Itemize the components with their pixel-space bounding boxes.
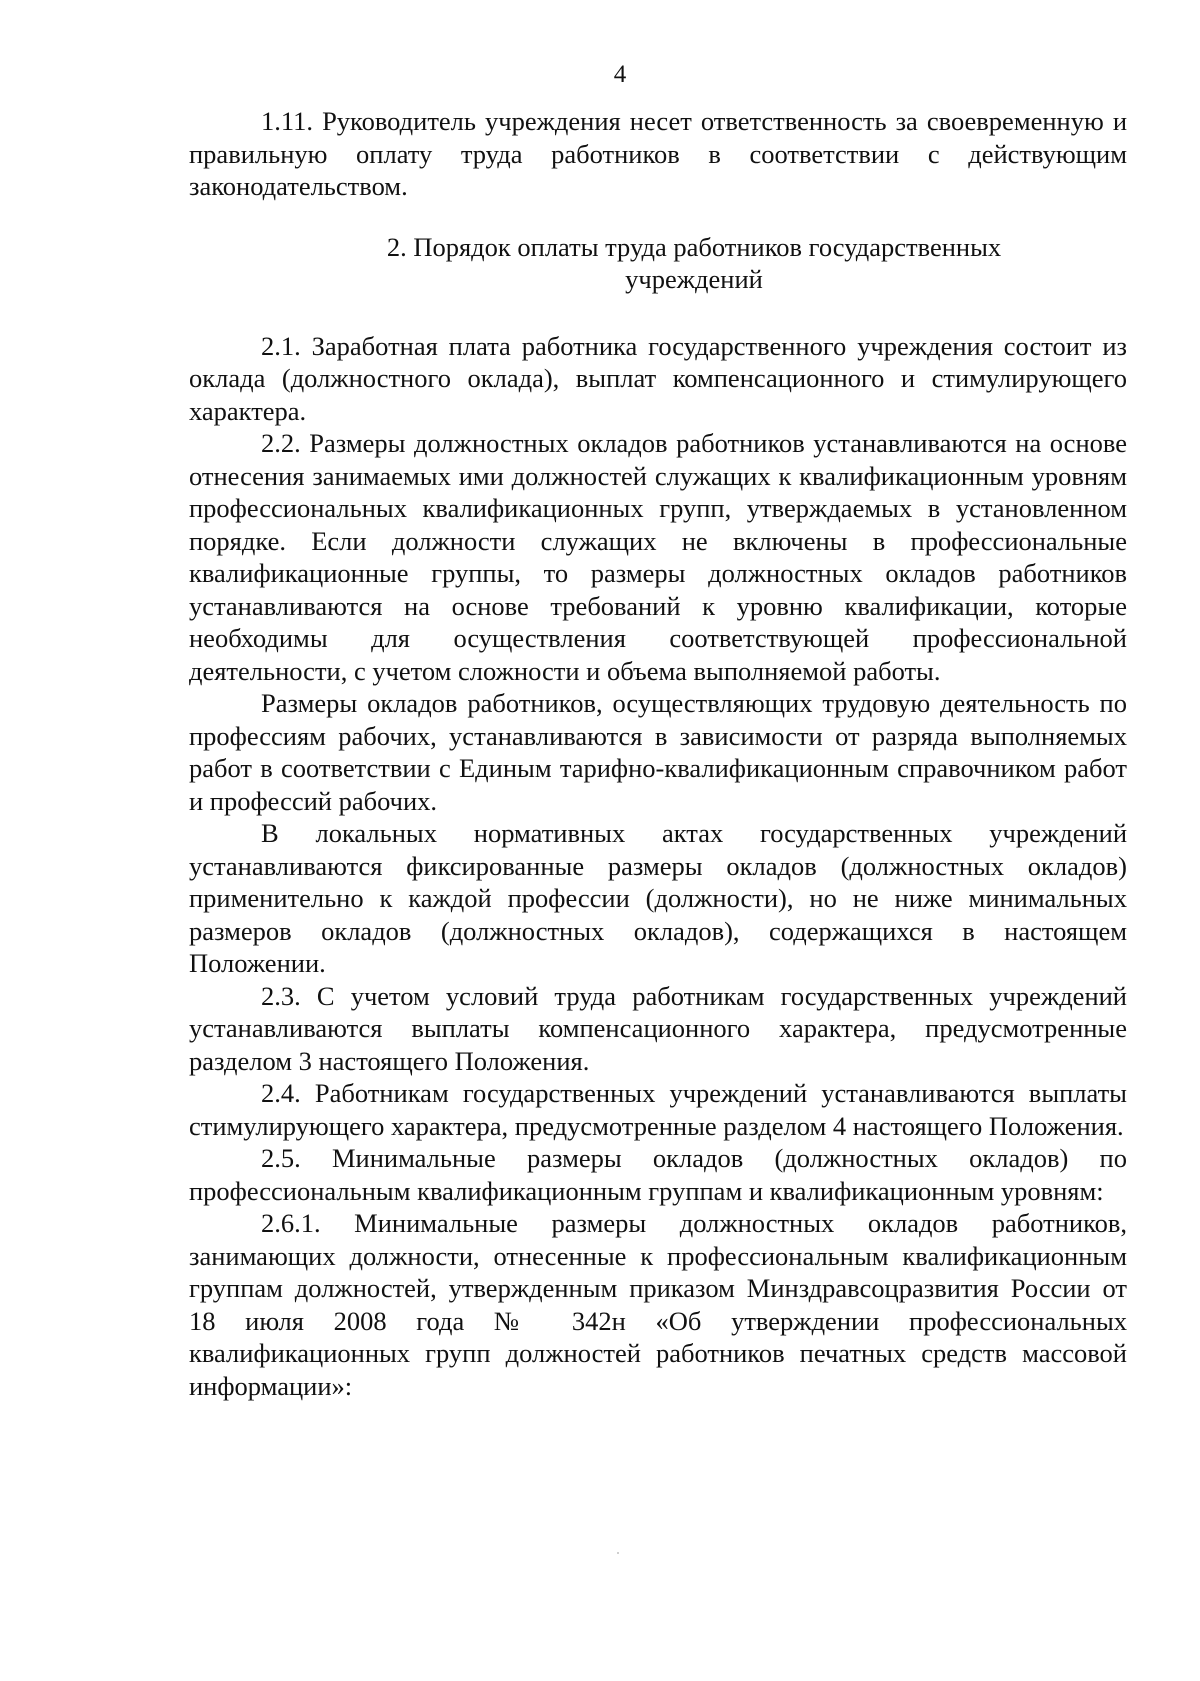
paragraph-2-1: 2.1. Заработная плата работника государственного учреждения состоит из оклада (должностного оклада), выплат компенсационного и стимулирующего характера. <box>189 330 1127 426</box>
paragraph-2-3: 2.3. С учетом условий труда работникам государственных учреждений устанавливаются выплаты компенсационного характера, предусмотренные разделом 3 настоящего Положения. <box>189 980 1127 1076</box>
paragraph-2-2: 2.2. Размеры должностных окладов работников устанавливаются на основе отнесения занимаемых ими должностей служащих к квалификационным уровням профессиональных квалификационных групп, утверждаемых в установленном порядке. Если должности служащих не включены в профессиональные квалификационные группы, то размеры должностных окладов работников устанавливаются на основе требований к уровню квалификации, которые необходимы для осуществления соответствующей профессиональной деятельности, с учетом сложности и объема выполняемой работы. <box>189 428 1127 686</box>
paragraph-local-acts: В локальных нормативных актах государственных учреждений устанавливаются фиксированные размеры окладов (должностных окладов) применительно к каждой профессии (должности), но не ниже минимальных размеров окладов (должностных окладов), содержащихся в настоящем Положении. <box>189 818 1127 978</box>
section-title-line-1: 2. Порядок оплаты труда работников государственных <box>386 231 1002 262</box>
paragraph-worker-salaries: Размеры окладов работников, осуществляющих трудовую деятельность по профессиям рабочих, устанавливаются в зависимости от разряда выполняемых работ в соответствии с Единым тарифно-квалификационным справочником работ и профессий рабочих. <box>189 688 1127 816</box>
paragraph-2-4: 2.4. Работникам государственных учреждений устанавливаются выплаты стимулирующего характера, предусмотренные разделом 4 настоящего Положения. <box>189 1078 1127 1141</box>
document-body <box>189 105 1127 1402</box>
scan-dot <box>617 1552 619 1554</box>
paragraph-2-5: 2.5. Минимальные размеры окладов (должностных окладов) по профессиональным квалификационным группам и квалификационным уровням: <box>189 1143 1127 1206</box>
paragraph-1-11: 1.11. Руководитель учреждения несет ответственность за своевременную и правильную оплату труда работников в соответствии с действующим законодательством. <box>189 106 1127 201</box>
page-number: 4 <box>613 61 627 88</box>
section-title <box>189 231 1127 296</box>
section-title-line-2: учреждений <box>625 264 763 294</box>
paragraph-2-6-1: 2.6.1. Минимальные размеры должностных окладов работников, занимающих должности, отнесенные к профессиональным квалификационным группам должностей, утвержденным приказом Минздравсоцразвития России от 18 июля 2008 года № 342н «Об утверждении профессиональных квалификационных групп должностей работников печатных средств массовой информации»: <box>189 1208 1127 1401</box>
